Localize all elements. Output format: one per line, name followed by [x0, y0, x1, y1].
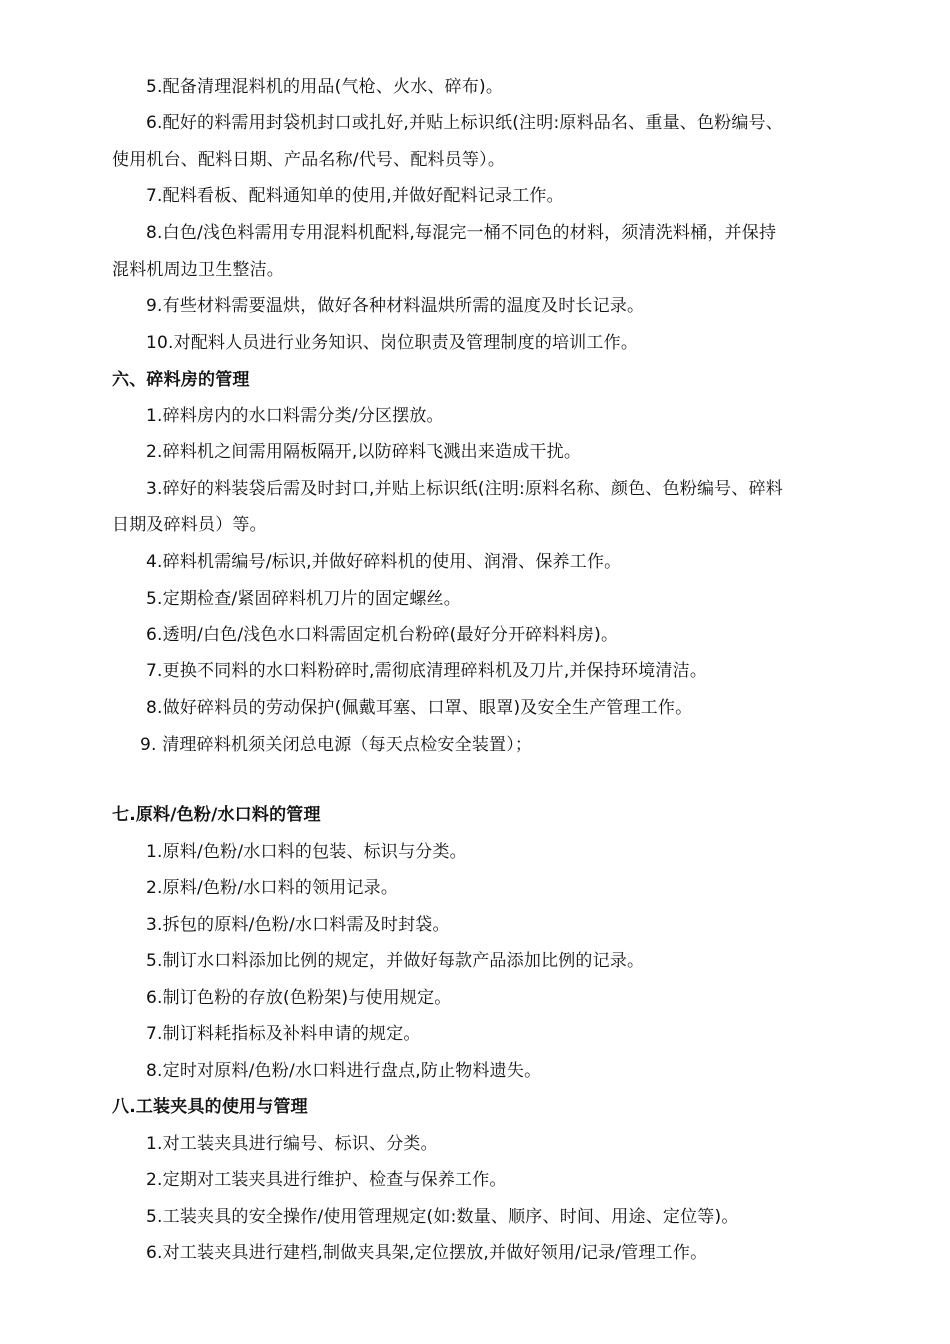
section5-item-9: 9.有些材料需要温烘，做好各种材料温烘所需的温度及时长记录。 [146, 296, 645, 316]
section6-item-6: 6.透明/白色/浅色水口料需固定机台粉碎(最好分开碎料料房)。 [146, 625, 619, 645]
section8-item-1: 1.对工装夹具进行编号、标识、分类。 [146, 1134, 438, 1154]
section5-item-6: 6.配好的料需用封袋机封口或扎好,并贴上标识纸(注明:原料品名、重量、色粉编号、 [146, 113, 783, 133]
section6-item-5: 5.定期检查/紧固碎料机刀片的固定螺丝。 [146, 589, 461, 609]
section6-item-4: 4.碎料机需编号/标识,并做好碎料机的使用、润滑、保养工作。 [146, 552, 622, 572]
section6-item-3: 3.碎好的料装袋后需及时封口,并贴上标识纸(注明:原料名称、颜色、色粉编号、碎料 [146, 479, 783, 499]
section6-heading: 六、碎料房的管理 [112, 370, 250, 390]
section7-item-3: 3.拆包的原料/色粉/水口料需及时封袋。 [146, 915, 450, 935]
section5-item-5: 5.配备清理混料机的用品(气枪、火水、碎布)。 [146, 77, 504, 97]
section5-item-10: 10.对配料人员进行业务知识、岗位职责及管理制度的培训工作。 [146, 333, 639, 353]
section7-item-7: 7.制订料耗指标及补料申请的规定。 [146, 1024, 421, 1044]
section6-item-3-cont: 日期及碎料员）等。 [112, 515, 267, 535]
section8-heading: 八.工装夹具的使用与管理 [112, 1097, 308, 1117]
section7-item-6: 6.制订色粉的存放(色粉架)与使用规定。 [146, 988, 452, 1008]
section6-item-9: 9. 清理碎料机须关闭总电源（每天点检安全装置）； [140, 735, 533, 755]
section5-item-8-cont: 混料机周边卫生整洁。 [112, 260, 284, 280]
section6-item-8: 8.做好碎料员的劳动保护(佩戴耳塞、口罩、眼罩)及安全生产管理工作。 [146, 698, 693, 718]
section5-item-6-cont: 使用机台、配料日期、产品名称/代号、配料员等）。 [112, 150, 506, 170]
section7-item-8: 8.定时对原料/色粉/水口料进行盘点,防止物料遗失。 [146, 1061, 542, 1081]
section6-item-2: 2.碎料机之间需用隔板隔开,以防碎料飞溅出来造成干扰。 [146, 442, 582, 462]
section6-item-1: 1.碎料房内的水口料需分类/分区摆放。 [146, 406, 444, 426]
section5-item-7: 7.配料看板、配料通知单的使用,并做好配料记录工作。 [146, 186, 564, 206]
section8-item-2: 2.定期对工装夹具进行维护、检查与保养工作。 [146, 1170, 507, 1190]
section6-item-7: 7.更换不同料的水口料粉碎时,需彻底清理碎料机及刀片,并保持环境清洁。 [146, 661, 708, 681]
section7-item-5: 5.制订水口料添加比例的规定，并做好每款产品添加比例的记录。 [146, 951, 645, 971]
section7-heading: 七.原料/色粉/水口料的管理 [112, 805, 321, 825]
section7-item-2: 2.原料/色粉/水口料的领用记录。 [146, 878, 399, 898]
section7-item-1: 1.原料/色粉/水口料的包装、标识与分类。 [146, 842, 467, 862]
section8-item-6: 6.对工装夹具进行建档,制做夹具架,定位摆放,并做好领用/记录/管理工作。 [146, 1243, 708, 1263]
section5-item-8: 8.白色/浅色料需用专用混料机配料,每混完一桶不同色的材料，须清洗料桶，并保持 [146, 223, 777, 243]
section8-item-5: 5.工装夹具的安全操作/使用管理规定(如:数量、顺序、时间、用途、定位等)。 [146, 1207, 739, 1227]
